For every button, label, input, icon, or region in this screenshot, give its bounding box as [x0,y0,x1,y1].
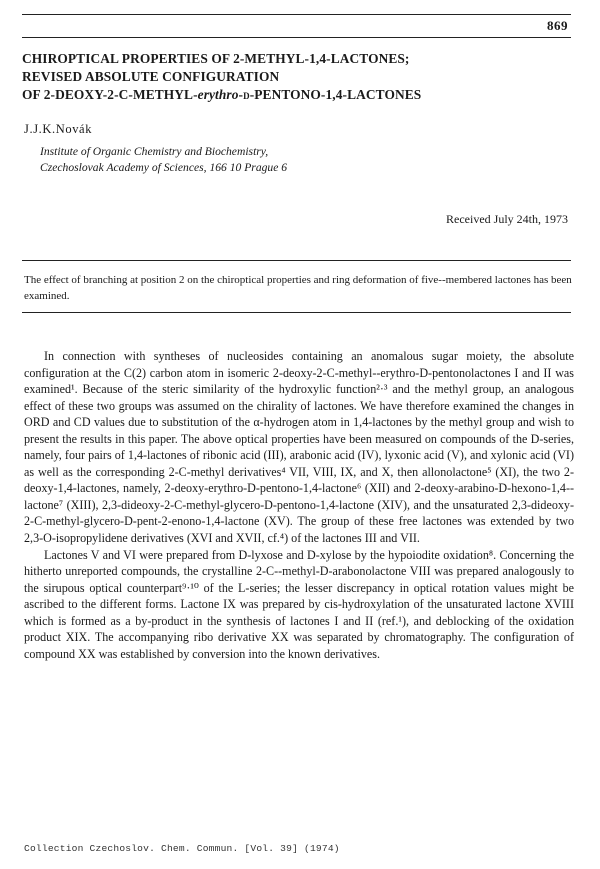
paragraph-2: Lactones V and VI were prepared from D-lyxose and D-xylose by the hypoiodite oxidation⁸. Concerning the hitherto unreported compounds, the crystalline 2-C--methyl-D-arabonolactone VIII was prepared analogously to the sirupous optical counterpart⁹·¹⁰ of the L-series; the lesser discrepancy in optical rotation values might be ascribed to the different forms. Lactone IX was prepared by cis-hydroxylation of the unsaturated lactone XVIII which is formed as a by-product in the synthesis of lactones I and II (ref.¹), and deblocking of the oxidation product XIX. The accompanying ribo derivative XX was separated by chromatography. The configuration of compound XX was established by conversion into the known derivatives. [24,547,574,661]
page-number: 869 [547,18,568,33]
title-line-1: CHIROPTICAL PROPERTIES OF 2-METHYL-1,4-LACTONES; [22,51,410,66]
received-date: Received July 24th, 1973 [446,212,568,226]
author-name: J.J.K.Novák [24,122,93,136]
abstract-bottom-rule [22,312,571,313]
abstract: The effect of branching at position 2 on the chiroptical properties and ring deformation of five--membered lactones has been examined. [24,274,572,302]
affiliation: Institute of Organic Chemistry and Biochemistry, Czechoslovak Academy of Sciences, 166 10 Prague 6 [40,145,288,174]
title-line-3: OF 2-DEOXY-2-C-METHYL-erythro-d-PENTONO-1,4-LACTONES [22,87,422,102]
title-line-2: REVISED ABSOLUTE CONFIGURATION [22,69,280,84]
article-body [24,348,574,662]
top-rule [22,14,571,15]
paragraph-1: In connection with syntheses of nucleosides containing an anomalous sugar moiety, the absolute configuration at the C(2) carbon atom in isomeric 2-deoxy-2-C-methyl--erythro-D-pentonolactones I and II was examined¹. Because of the steric similarity of the hydroxylic function²·³ and the methyl group, an analogous effect of these two groups was assumed on the chirality of lactones. We have therefore examined the changes in ORD and CD values due to substitution of the α-hydrogen atom in 1,4-lactones by the methyl group and wish to present the results in this paper. The above optical properties have been measured on compounds of the D-series, namely, four pairs of 1,4-lactones of ribonic acid (III), arabonic acid (IV), lyxonic acid (V), and xylonic acid (VI) as well as the corresponding 2-C-methyl derivatives⁴ VII, VIII, IX, and X, then allonolactone⁵ (XI), the two 2-deoxy-1,4-lactones, namely, 2-deoxy-erythro-D-pentono-1,4-lactone⁶ (XII) and 2-deoxy-arabino-D-hexono-1,4--lactone⁷ (XIII), 2,3-dideoxy-2-C-methyl-glycero-D-pentono-1,4-lactone (XIV), and the unsaturated 2,3-dideoxy-2-C-methyl-glycero-D-pent-2-enono-1,4-lactone (XV). The group of these free lactones was extended by two 2,3-O-isopropylidene derivatives (XVI and XVII, cf.⁴) of the lactones III and VII. [24,349,574,546]
article-title [22,50,582,104]
journal-citation-footer: Collection Czechoslov. Chem. Commun. [Vol. 39] (1974) [24,843,340,854]
header-rule [22,37,571,38]
abstract-top-rule [22,260,571,261]
